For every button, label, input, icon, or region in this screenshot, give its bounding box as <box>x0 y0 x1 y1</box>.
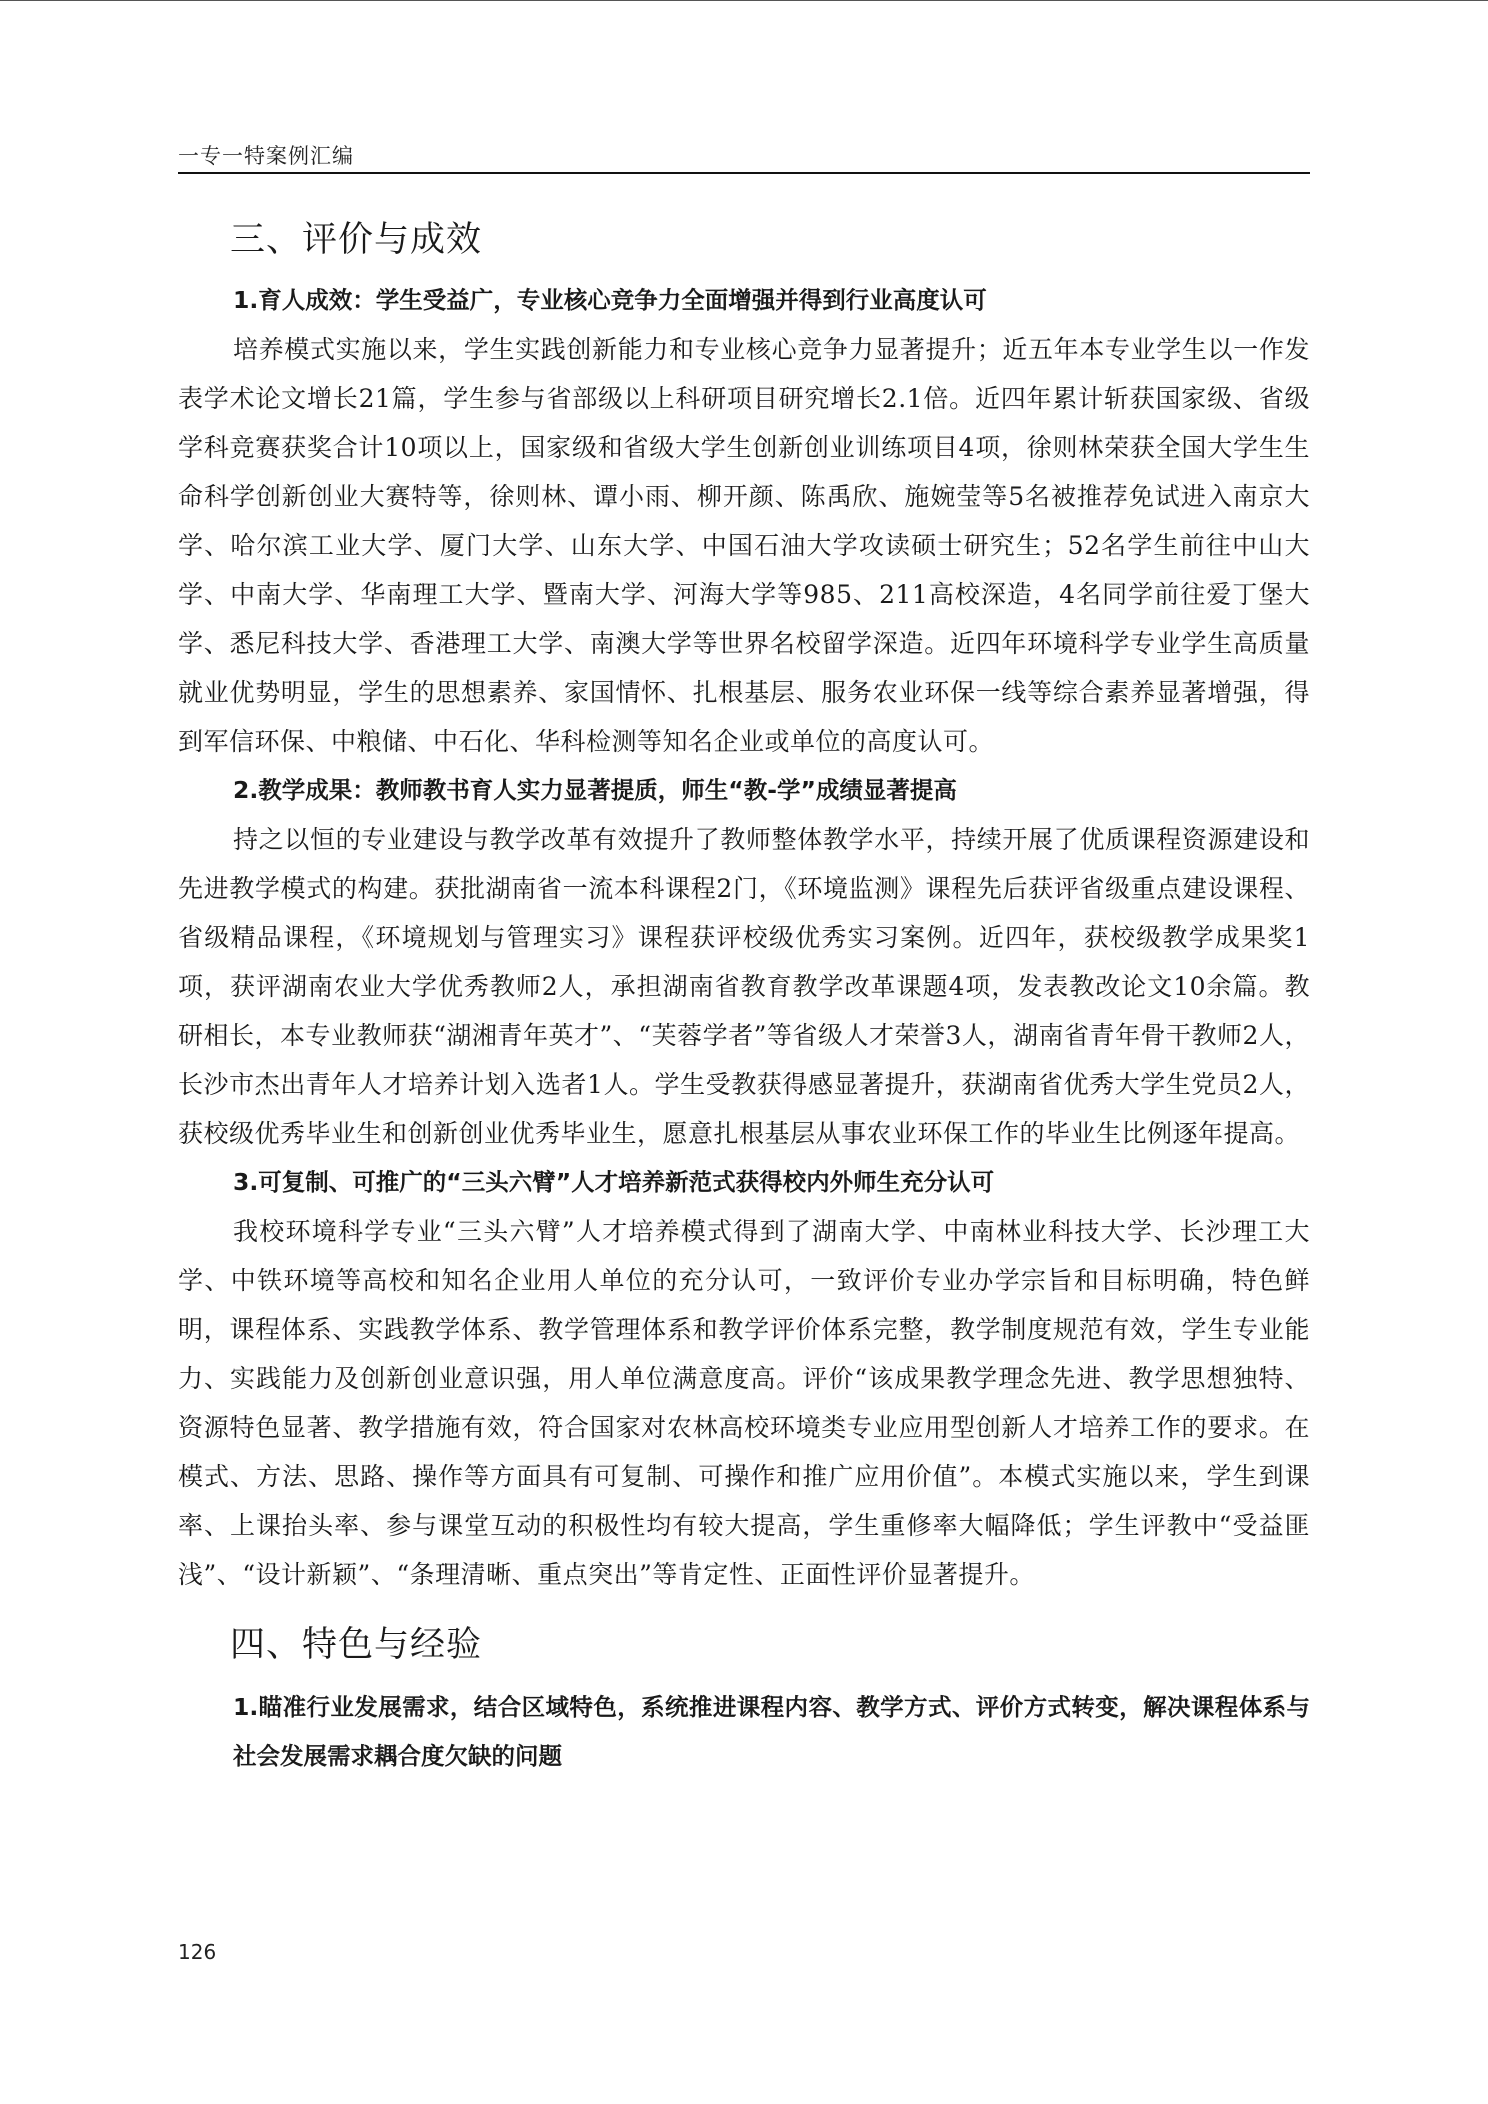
section-heading-evaluation: 三、评价与成效 <box>230 220 483 260</box>
header-rule <box>178 172 1310 174</box>
paragraph-replicable-model: 我校环境科学专业“三头六臂”人才培养模式得到了湖南大学、中南林业科技大学、长沙理工大学、中铁环境等高校和知名企业用人单位的充分认可，一致评价专业办学宗旨和目标明确，特色鲜明，课程体系、实践教学体系、教学管理体系和教学评价体系完整，教学制度规范有效，学生专业能力、实践能力及创新创业意识强，用人单位满意度高。评价“该成果教学理念先进、教学思想独特、资源特色显著、教学措施有效，符合国家对农林高校环境类专业应用型创新人才培养工作的要求。在模式、方法、思路、操作等方面具有可复制、可操作和推广应用价值”。本模式实施以来，学生到课率、上课抬头率、参与课堂互动的积极性均有较大提高，学生重修率大幅降低；学生评教中“受益匪浅”、“设计新颖”、“条理清晰、重点突出”等肯定性、正面性评价显著提升。 <box>178 1217 1310 1589</box>
running-head: 一专一特案例汇编 <box>178 144 354 168</box>
section-heading-features: 四、特色与经验 <box>230 1625 483 1665</box>
subheading-teaching-achievement: 2.教学成果：教师教书育人实力显著提质，师生“教-学”成绩显著提高 <box>233 776 957 804</box>
page-top-border <box>0 0 1488 1</box>
page-number: 126 <box>178 1940 217 1964</box>
paragraph-teaching-achievement: 持之以恒的专业建设与教学改革有效提升了教师整体教学水平，持续开展了优质课程资源建设和先进教学模式的构建。获批湖南省一流本科课程2门，《环境监测》课程先后获评省级重点建设课程、省级精品课程，《环境规划与管理实习》课程获评校级优秀实习案例。近四年，获校级教学成果奖1项，获评湖南农业大学优秀教师2人，承担湖南省教育教学改革课题4项，发表教改论文10余篇。教研相长，本专业教师获“湖湘青年英才”、“芙蓉学者”等省级人才荣誉3人，湖南省青年骨干教师2人，长沙市杰出青年人才培养计划入选者1人。学生受教获得感显著提升，获湖南省优秀大学生党员2人，获校级优秀毕业生和创新创业优秀毕业生，愿意扎根基层从事农业环保工作的毕业生比例逐年提高。 <box>178 825 1310 1148</box>
subheading-industry-needs: 1.瞄准行业发展需求，结合区域特色，系统推进课程内容、教学方式、评价方式转变，解决课程体系与社会发展需求耦合度欠缺的问题 <box>233 1693 1310 1770</box>
subheading-education-outcome: 1.育人成效：学生受益广，专业核心竞争力全面增强并得到行业高度认可 <box>233 286 987 314</box>
page-body <box>178 210 1310 1781</box>
paragraph-education-outcome: 培养模式实施以来，学生实践创新能力和专业核心竞争力显著提升；近五年本专业学生以一作发表学术论文增长21篇，学生参与省部级以上科研项目研究增长2.1倍。近四年累计斩获国家级、省级学科竞赛获奖合计10项以上，国家级和省级大学生创新创业训练项目4项，徐则林荣获全国大学生生命科学创新创业大赛特等，徐则林、谭小雨、柳开颜、陈禹欣、施婉莹等5名被推荐免试进入南京大学、哈尔滨工业大学、厦门大学、山东大学、中国石油大学攻读硕士研究生；52名学生前往中山大学、中南大学、华南理工大学、暨南大学、河海大学等985、211高校深造，4名同学前往爱丁堡大学、悉尼科技大学、香港理工大学、南澳大学等世界名校留学深造。近四年环境科学专业学生高质量就业优势明显，学生的思想素养、家国情怀、扎根基层、服务农业环保一线等综合素养显著增强，得到军信环保、中粮储、中石化、华科检测等知名企业或单位的高度认可。 <box>178 335 1310 756</box>
subheading-replicable-model: 3.可复制、可推广的“三头六臂”人才培养新范式获得校内外师生充分认可 <box>233 1168 995 1196</box>
